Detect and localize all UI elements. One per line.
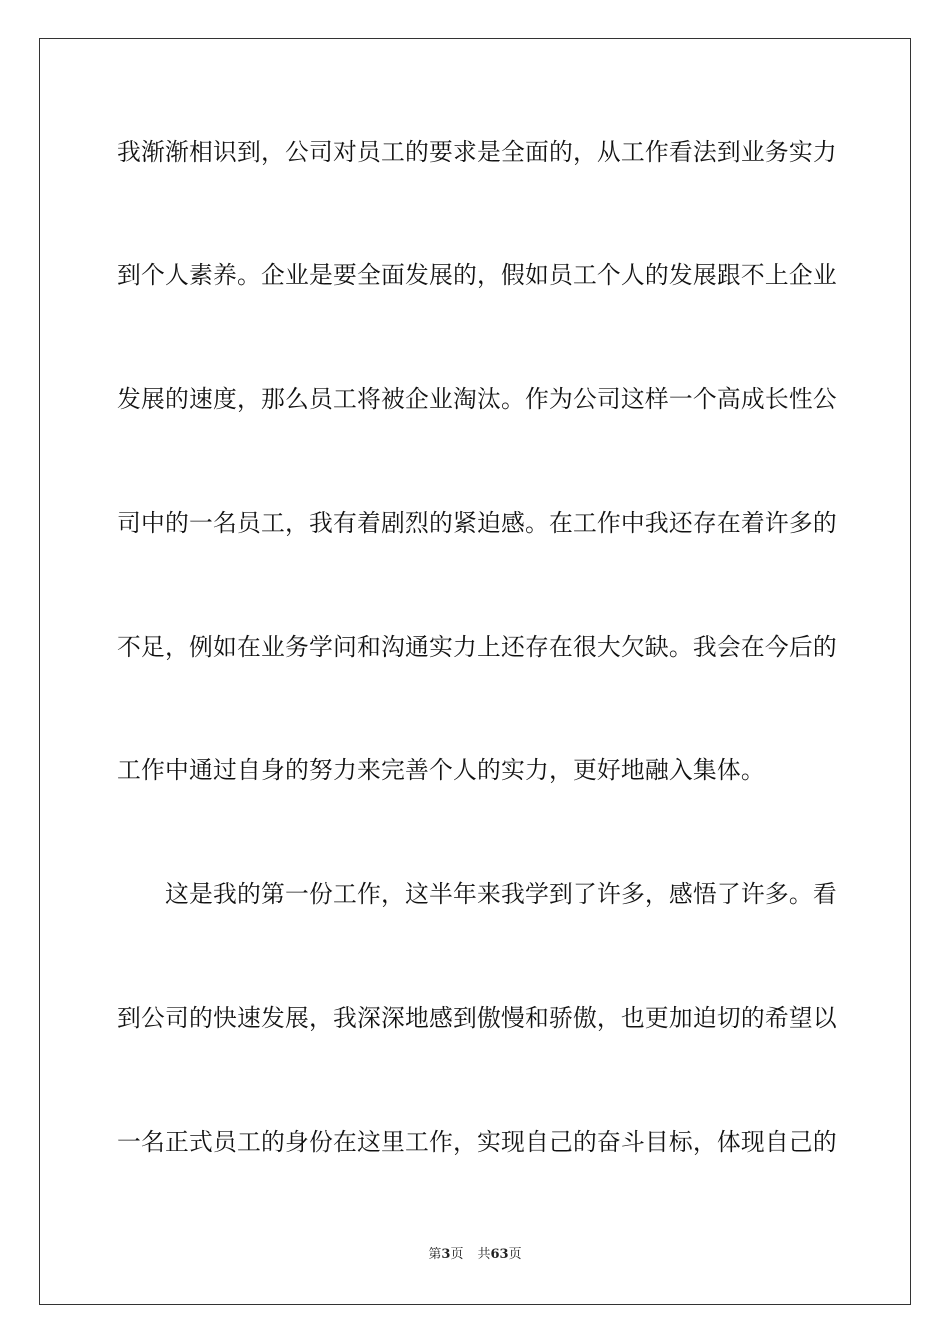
total-suffix: 页: [508, 1247, 522, 1262]
total-prefix: 共: [477, 1247, 491, 1262]
total-pages: 63: [490, 1247, 509, 1262]
text-line-3: 发展的速度，那么员工将被企业淘汰。作为公司这样一个高成长性公: [117, 385, 837, 413]
text-line-5: 不足，例如在业务学问和沟通实力上还存在很大欠缺。我会在今后的: [117, 633, 837, 661]
text-line-7: 这是我的第一份工作，这半年来我学到了许多，感悟了许多。看: [165, 880, 837, 908]
text-line-1: 我渐渐相识到，公司对员工的要求是全面的，从工作看法到业务实力: [117, 138, 837, 166]
page-prefix: 第: [428, 1247, 442, 1262]
text-line-6: 工作中通过自身的努力来完善个人的实力，更好地融入集体。: [117, 756, 765, 784]
page-suffix: 页: [450, 1247, 464, 1262]
text-line-8: 到公司的快速发展，我深深地感到傲慢和骄傲，也更加迫切的希望以: [117, 1004, 837, 1032]
text-line-9: 一名正式员工的身份在这里工作，实现自己的奋斗目标，体现自己的: [117, 1128, 837, 1156]
page-frame: [39, 38, 911, 1305]
text-line-4: 司中的一名员工，我有着剧烈的紧迫感。在工作中我还存在着许多的: [117, 509, 837, 537]
page-number: 3: [441, 1247, 451, 1262]
text-line-2: 到个人素养。企业是要全面发展的，假如员工个人的发展跟不上企业: [117, 261, 837, 289]
page-footer: [0, 1246, 950, 1264]
